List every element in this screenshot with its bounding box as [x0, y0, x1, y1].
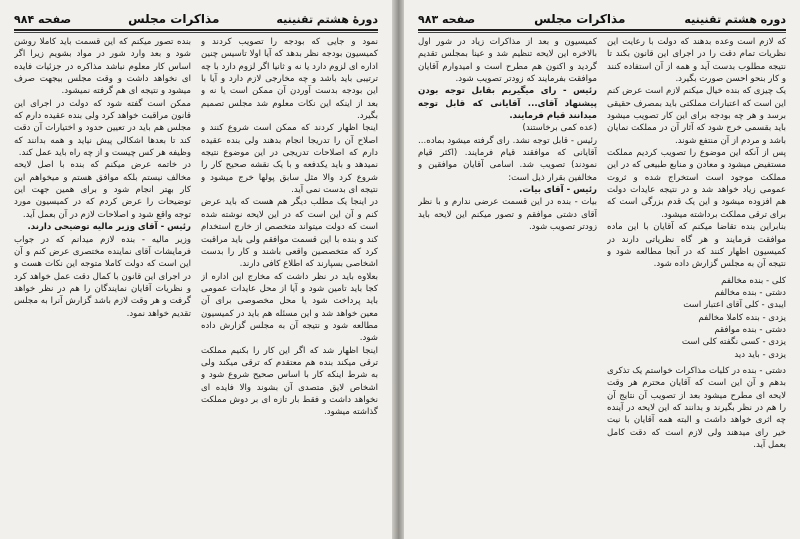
paragraph: دشتی - بنده در کلیات مذاکرات خواستم یک تذکری بدهم و آن این است که آقایان محترم هر وقت لایحه ای مطرح میشود بعد از تصویب آن نتایج آن را هم در نظر بگیرند و بدانند که این لایحه در آینده چه اثری خواهد داشت و البته همه آقایان با نیت خیر رای میدهند ولی لازم است که دقت کامل بعمل آید. [607, 365, 786, 450]
vote-list [607, 275, 786, 361]
left-running-head [14, 10, 378, 28]
left-page [0, 0, 392, 539]
speaker-line: رئیس - رای میگیریم بقابل توجه بودن پیشنهاد آقای... آقایانی که قابل توجه میدانند قیام فرمایند. [418, 86, 597, 122]
paragraph: بنابراین بنده تقاضا میکنم که آقایان با این ماده موافقت فرمایند و هر گاه نظریاتی دارند در کمیسیون اظهار کنند که در آنجا مطالعه شود و نتیجه آن به مجلس گزارش داده شود. [607, 222, 786, 270]
vote-list-item: یزدی - کسی نگفته کلی است [681, 337, 786, 348]
vote-list-item: یزدی - باید دید [734, 349, 786, 360]
speaker-line: رئیس - آقای وزیر مالیه توضیحی دارند. [27, 222, 191, 233]
left-column-right [201, 36, 378, 531]
vote-list-item: دشتی - بنده مخالفم [714, 287, 786, 298]
paragraph: وزیر مالیه - بنده لازم میدانم که در جواب فرمایشات آقای نماینده مختصری عرض کنم و آن این است که دولت کاملا متوجه این نکات هست و در اجرای این قانون با کمال دقت عمل خواهد کرد و نظریات آقایان نمایندگان را هم در نظر خواهد گرفت و هر وقت لازم باشد گزارش آنرا به مجلس تقدیم خواهد نمود. [14, 234, 191, 319]
book-gutter [392, 0, 404, 539]
paragraph: ممکن است گفته شود که دولت در اجرای این قانون مراقبت خواهد کرد ولی بنده عقیده دارم که مجلس هم باید در تعیین حدود و اختیارات آن دقت کند تا بعدها اشکالی پیش نیاید و همه بدانند که وظیفه هر کس چیست و از چه راه باید عمل کند. [14, 98, 191, 159]
paragraph: اینجا اظهار کردند که ممکن است شروع کنند و اصلاح آن را تدریجا انجام بدهند ولی بنده عقیده دارم که اصلاحات تدریجی در این موضوع نتیجه نمیدهد و باید یکدفعه و با یک نقشه صحیح کار را شروع کرد والا مثل سابق پولها خرج میشود و نتیجه ای بدست نمی آید. [201, 123, 378, 196]
right-header-rule [418, 29, 786, 33]
right-columns [418, 36, 786, 531]
paragraph: یک چیزی که بنده خیال میکنم لازم است عرض کنم این است که اعتبارات مملکتی باید بمصرف حقیقی برسد و هر چه بودجه برای این کار تصویب میشود باید بقسمی خرج شود که آثار آن در مملکت نمایان باشد و مردم از آن منتفع شوند. [607, 86, 786, 146]
vote-list-item: یزدی - بنده کاملا مخالفم [698, 312, 786, 323]
paragraph: نمود و جایی که بودجه را تصویب کردند و کمیسیون بودجه نظر بدهد که آیا اولا تاسیس چنین اداره ای لزوم دارد یا نه و ثانیا اگر لزوم دارد با چه ترتیبی باید باشد و چه مخارجی لازم دارد و آیا با این بودجه بدست آوردن آن ممکن است یا نه و بعد از اینکه این نکات معلوم شد مجلس تصمیم بگیرد. [201, 37, 378, 122]
left-page-number: صفحه ۹۸۴ [14, 12, 72, 26]
paragraph: در خاتمه عرض میکنم که بنده با اصل لایحه مخالف نیستم بلکه موافق هستم و میخواهم این کار بهتر انجام شود و برای همین جهت این توضیحات را عرض کردم که در کمیسیون مورد توجه واقع شود و اصلاحات لازم در آن بعمل آید. [14, 160, 191, 220]
paragraph: در اینجا یک مطلب دیگر هم هست که باید عرض کنم و آن این است که در این لایحه نوشته شده است که دولت میتواند متخصص از خارج استخدام کند و بنده با این قسمت موافقم ولی باید مراقبت کرد که متخصصین واقعی باشند و کار را بدست اشخاصی بسپارند که اطلاع کافی دارند. [201, 197, 378, 270]
right-column-right [607, 36, 786, 531]
left-session-label: دورهٔ هشتم تقنینیه [276, 12, 378, 26]
left-columns [14, 36, 378, 531]
left-column-left [14, 36, 191, 531]
left-page-title: مذاکرات مجلس [128, 12, 220, 26]
vote-list-item: دشتی - بنده موافقم [714, 324, 786, 335]
paragraph: بیات - بنده در این قسمت عرضی ندارم و با نظر آقای دشتی موافقم و تصور میکنم این لایحه باید زودتر تصویب شود. [418, 197, 597, 233]
right-page-number: صفحه ۹۸۳ [418, 12, 476, 26]
right-column-left [418, 36, 597, 531]
speaker-line: رئیس - آقای بیات. [519, 185, 597, 196]
vote-list-item: کلی - بنده مخالفم [721, 275, 786, 286]
paragraph: پس از آنکه این موضوع را تصویب کردیم مملکت مستفیض میشود و معادن و منابع طبیعی که در این مملکت موجود است استخراج شده و ثروت عمومی زیاد خواهد شد و در نتیجه عایدات دولت هم افزوده میشود و این یک قدم بزرگی است که برای ترقی مملکت برداشته میشود. [607, 148, 786, 220]
left-header-rule [14, 29, 378, 33]
paragraph: کمیسیون و بعد از مذاکرات زیاد در شور اول بالاخره این لایحه تنظیم شد و عینا بمجلس تقدیم گردید و اکنون هم مطرح است و امیدوارم آقایان موافقت بفرمایند که زودتر تصویب شود. [418, 37, 597, 85]
right-running-head [418, 10, 786, 28]
right-page-title: مذاکرات مجلس [534, 12, 626, 26]
paragraph: بنده تصور میکنم که این قسمت باید کاملا روشن شود و بعد وارد شور در مواد بشویم زیرا اگر اساس کار معلوم نباشد مذاکره در جزئیات فایده ای نخواهد داشت و وقت مجلس بیجهت صرف میشود و نتیجه ای هم گرفته نمیشود. [14, 37, 191, 97]
vote-list-item: ایبدی - کلی آقای اعتبار است [683, 300, 786, 311]
paragraph: که لازم است وعده بدهند که دولت با رعایت این نظریات تمام دقت را در اجرای این قانون بکند تا نتیجه مطلوب بدست آید و همه از آن استفاده کنند و کار بنحو احسن صورت بگیرد. [607, 37, 786, 85]
paragraph: (عده کمی برخاستند) [522, 123, 597, 134]
right-page [404, 0, 800, 539]
paragraph: بعلاوه باید در نظر داشت که مخارج این اداره از کجا باید تامین شود و آیا از محل عایدات عمومی باید پرداخت شود یا محل مخصوصی برای آن معین خواهد شد و این مسئله هم باید در کمیسیون مطالعه شود و نتیجه آن به مجلس گزارش داده شود. [201, 271, 378, 344]
right-session-label: دوره هشتم تقنینیه [684, 12, 786, 26]
paragraph: رئیس - قابل توجه نشد. رای گرفته میشود بماده... آقایانی که موافقند قیام فرمایند. (اکثر قیام نمودند) تصویب شد. اسامی آقایان موافقین و مخالفین بقرار ذیل است: [418, 135, 597, 183]
paragraph: اینجا اظهار شد که اگر این کار را بکنیم مملکت ترقی میکند بنده هم معتقدم که ترقی میکند ولی به شرط اینکه کار با اساس صحیح شروع شود و اشخاص لایق متصدی آن بشوند والا فایده ای نخواهد داشت و فقط بار تازه ای بر دوش مملکت گذاشته میشود. [201, 345, 378, 418]
